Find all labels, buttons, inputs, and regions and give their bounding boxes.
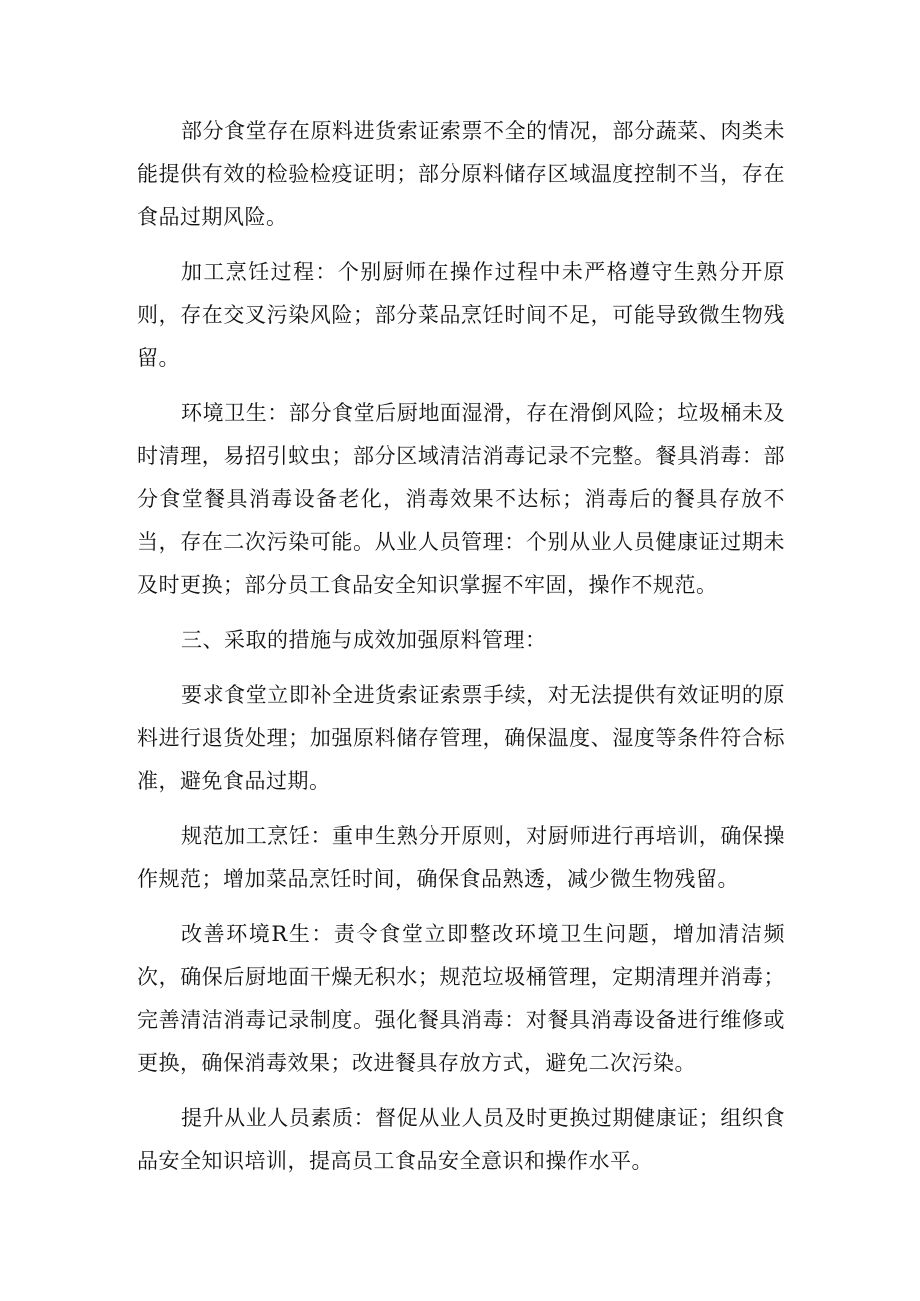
paragraph-staff-quality: 提升从业人员素质：督促从业人员及时更换过期健康证；组织食品安全知识培训，提高员工食品安全意识和操作水平。 [137, 1106, 785, 1173]
paragraph-cooking-standards: 规范加工烹饪：重申生熟分开原则，对厨师进行再培训，确保操作规范；增加菜品烹饪时间，确保食品熟透，减少微生物残留。 [137, 824, 785, 891]
paragraph-environment-improvement: 改善环境R生：责令食堂立即整改环境卫生问题，增加清洁频次，确保后厨地面干燥无积水；规范垃圾桶管理，定期清理并消毒；完善清洁消毒记录制度。强化餐具消毒：对餐具消毒设备进行维修或更换，确保消毒效果；改进餐具存放方式，避免二次污染。 [137, 922, 785, 1075]
paragraph-raw-material-issues: 部分食堂存在原料进货索证索票不全的情况，部分蔬菜、肉类未能提供有效的检验检疫证明；部分原料储存区域温度控制不当，存在食品过期风险。 [137, 119, 785, 229]
paragraph-cooking-process: 加工烹饪过程：个别厨师在操作过程中未严格遵守生熟分开原则，存在交叉污染风险；部分菜品烹饪时间不足，可能导致微生物残留。 [137, 260, 785, 370]
paragraph-raw-material-measures: 要求食堂立即补全进货索证索票手续，对无法提供有效证明的原料进行退货处理；加强原料储存管理，确保温度、湿度等条件符合标准，避免食品过期。 [137, 683, 785, 793]
document-body [137, 110, 785, 1195]
paragraph-environment-hygiene: 环境卫生：部分食堂后厨地面湿滑，存在滑倒风险；垃圾桶未及时清理，易招引蚊虫；部分区域清洁消毒记录不完整。餐具消毒：部分食堂餐具消毒设备老化，消毒效果不达标；消毒后的餐具存放不当，存在二次污染可能。从业人员管理：个别从业人员健康证过期未及时更换；部分员工食品安全知识掌握不牢固，操作不规范。 [137, 401, 785, 597]
section-heading-measures: 三、采取的措施与成效加强原料管理： [181, 628, 547, 652]
